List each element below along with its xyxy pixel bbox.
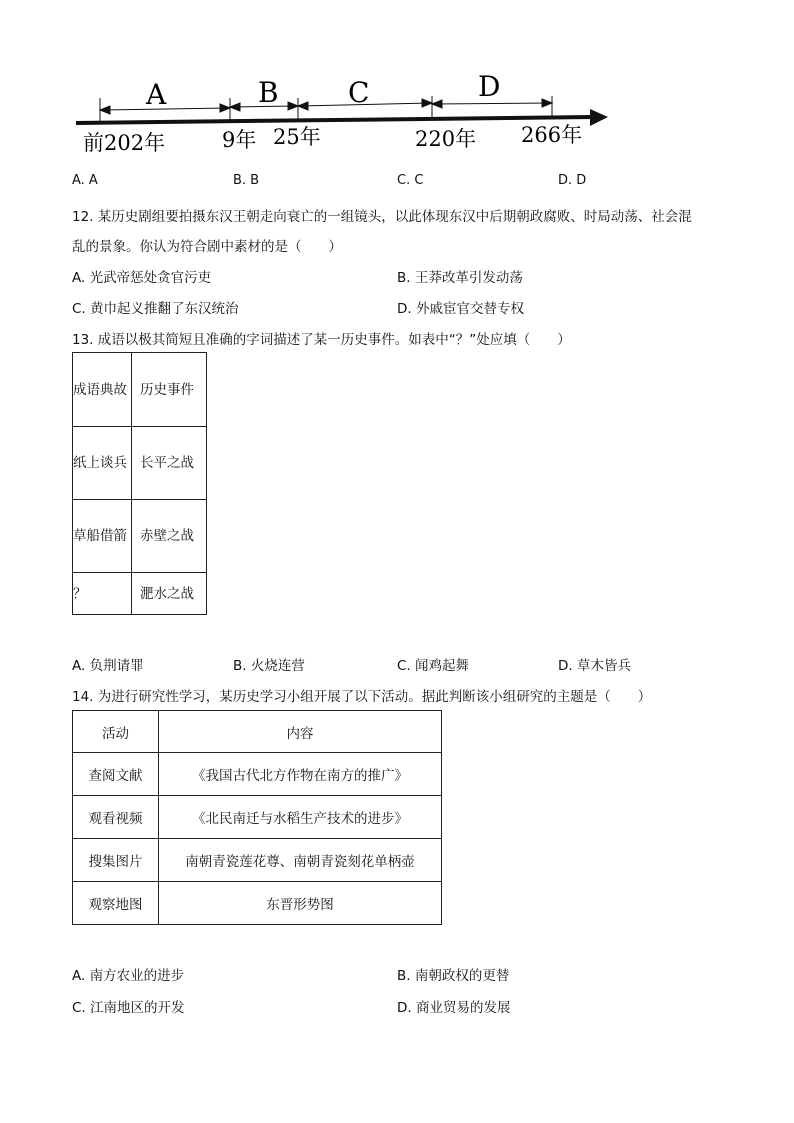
year-label: 266年 xyxy=(521,123,583,147)
table-cell: 赤壁之战 xyxy=(132,500,207,573)
table-row xyxy=(73,839,442,882)
q13-option-d[interactable]: D. 草木皆兵 xyxy=(558,658,631,674)
q12-option-b[interactable]: B. 王莽改革引发动荡 xyxy=(397,270,523,286)
year-label: 9年 xyxy=(222,128,257,152)
table-header-cell: 成语典故 xyxy=(73,353,132,427)
q11-option-b[interactable]: B. B xyxy=(233,173,260,188)
table-cell: 纸上谈兵 xyxy=(73,427,132,500)
year-label: 220年 xyxy=(415,127,477,151)
q14-table xyxy=(72,710,442,925)
table-cell: 观看视频 xyxy=(73,796,159,839)
table-cell: 长平之战 xyxy=(132,427,207,500)
table-cell: 淝水之战 xyxy=(132,573,207,615)
year-label: 25年 xyxy=(273,125,321,149)
table-header-cell: 内容 xyxy=(159,711,442,753)
q14-option-d[interactable]: D. 商业贸易的发展 xyxy=(397,1000,511,1016)
table-row xyxy=(73,500,207,573)
q12-stem-line2: 乱的景象。你认为符合剧中素材的是（ ） xyxy=(72,239,342,255)
timeline-diagram xyxy=(0,60,640,170)
timeline-axis xyxy=(76,117,592,123)
q14-stem: 14. 为进行研究性学习，某历史学习小组开展了以下活动。据此判断该小组研究的主题是（ ） xyxy=(72,689,652,705)
segment-label-a: A xyxy=(146,78,167,111)
table-cell: 查阅文献 xyxy=(73,753,159,796)
q13-option-b[interactable]: B. 火烧连营 xyxy=(233,658,305,674)
q11-option-a[interactable]: A. A xyxy=(72,173,98,188)
q13-stem: 13. 成语以极其简短且准确的字词描述了某一历史事件。如表中“？”处应填（ ） xyxy=(72,332,571,348)
q11-option-d[interactable]: D. D xyxy=(558,173,587,188)
q14-option-c[interactable]: C. 江南地区的开发 xyxy=(72,1000,185,1016)
q13-option-a[interactable]: A. 负荆请罪 xyxy=(72,658,144,674)
table-cell: ？ xyxy=(73,573,132,615)
q11-option-c[interactable]: C. C xyxy=(397,173,424,188)
q12-option-a[interactable]: A. 光武帝惩处贪官污吏 xyxy=(72,270,212,286)
q14-option-a[interactable]: A. 南方农业的进步 xyxy=(72,968,185,984)
q12-option-d[interactable]: D. 外戚宦官交替专权 xyxy=(397,301,524,317)
segment-label-b: B xyxy=(258,76,279,109)
table-cell: 东晋形势图 xyxy=(159,882,442,925)
table-cell: 《我国古代北方作物在南方的推广》 xyxy=(159,753,442,796)
table-cell: 观察地图 xyxy=(73,882,159,925)
year-label: 前202年 xyxy=(83,131,166,155)
q12-option-c[interactable]: C. 黄巾起义推翻了东汉统治 xyxy=(72,301,239,317)
table-row xyxy=(73,796,442,839)
q14-option-b[interactable]: B. 南朝政权的更替 xyxy=(397,968,510,984)
timeline-arrowhead xyxy=(590,109,608,126)
q13-option-c[interactable]: C. 闻鸡起舞 xyxy=(397,658,470,674)
segment-label-c: C xyxy=(348,76,370,109)
segment-label-d: D xyxy=(478,70,501,103)
table-row xyxy=(73,882,442,925)
table-header-cell: 历史事件 xyxy=(132,353,207,427)
table-header-cell: 活动 xyxy=(73,711,159,753)
table-row xyxy=(73,353,207,427)
table-cell: 南朝青瓷莲花尊、南朝青瓷刻花单柄壶 xyxy=(159,839,442,882)
q12-stem-line1: 12. 某历史剧组要拍摄东汉王朝走向衰亡的一组镜头，以此体现东汉中后期朝政腐败、时局动荡、社会混 xyxy=(72,209,692,225)
table-cell: 搜集图片 xyxy=(73,839,159,882)
table-cell: 草船借箭 xyxy=(73,500,132,573)
q13-table xyxy=(72,352,207,615)
table-row xyxy=(73,427,207,500)
table-row xyxy=(73,573,207,615)
table-row xyxy=(73,711,442,753)
table-row xyxy=(73,753,442,796)
table-cell: 《北民南迁与水稻生产技术的进步》 xyxy=(159,796,442,839)
